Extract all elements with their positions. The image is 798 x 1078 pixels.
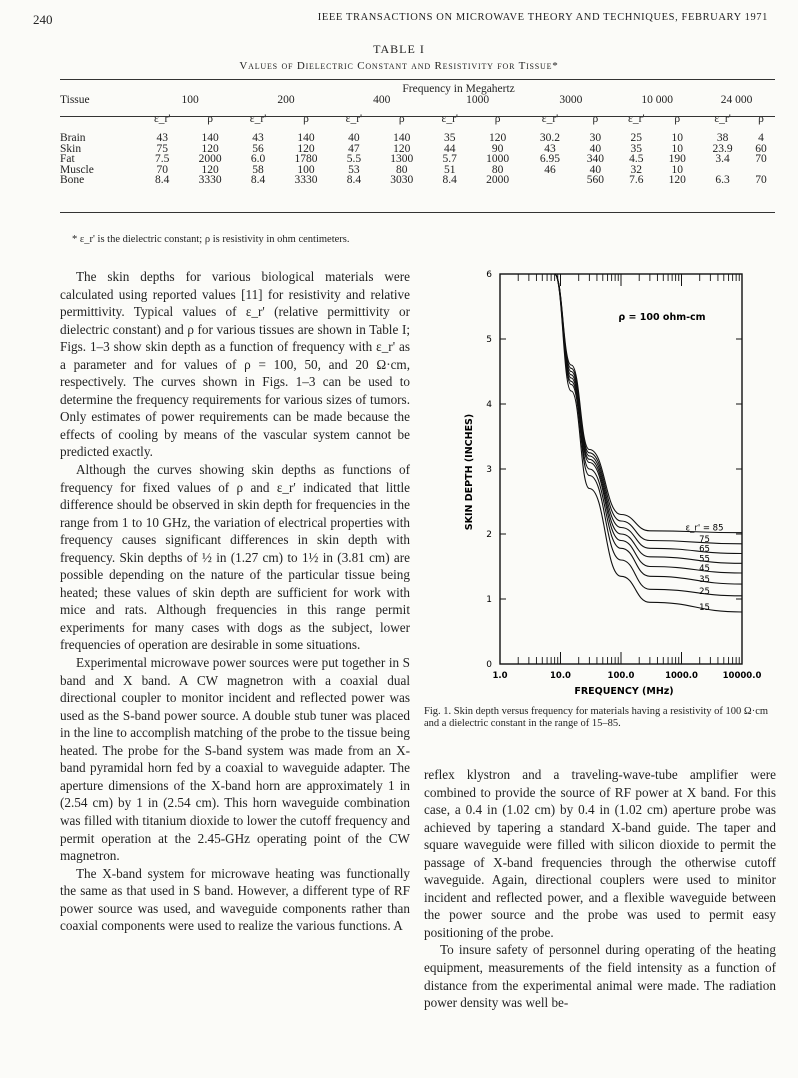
table-cell: 340 [586,153,604,165]
freq-col: 3000 [559,93,583,106]
table-cell: 2000 [198,153,222,165]
series-label-65: 65 [699,544,710,555]
table-cell: 60 [755,142,767,155]
left-column-text [60,268,410,935]
y-axis-label: SKIN DEPTH (INCHES) [464,413,475,531]
epsilon-subheader: ε_r' [541,112,559,125]
epsilon-subheader: ε_r' [441,112,458,125]
table-cell: 10 [671,163,683,176]
table-cell: 43 [156,132,168,144]
figure-caption: Fig. 1. Skin depth versus frequency for materials having a resistivity of 100 Ω·cm and a dielectric constant in the range of 15–85. [424,706,769,729]
table-cell: 3030 [390,174,414,186]
paragraph: reflex klystron and a traveling-wave-tube amplifier were combined to provide the source of RF power at X band. For this case, a 0.4 in (1.02 cm) by 0.4 in (1.02 cm) aperture probe was achieved by tapering a standard X-band guide. The taper and square waveguide were filled with silicon dioxide to permit the passage of X-band frequencies through the otherwise cutoff waveguide. Again, directional couplers were used to minitor incident and reflected power, and a flexible waveguide between the power source and the probe was used to permit easy positioning of the probe. [424,767,776,940]
table-cell: 6.0 [250,153,266,165]
table-cell: 8.4 [250,174,266,186]
table-cell: 8.4 [442,174,457,186]
table-cell: 35 [443,132,456,144]
table-cell: 75 [156,142,168,155]
tissue-name: Fat [60,153,75,165]
tissue-name: Muscle [60,163,94,176]
series-label-75: 75 [699,534,710,545]
right-column-text [424,766,776,1012]
y-tick-label: 0 [486,660,492,670]
table-cell: 1780 [294,153,318,165]
table-cell: 43 [252,132,264,144]
frequency-header: Frequency in Megahertz [402,83,515,95]
table-cell: 90 [491,142,504,155]
paragraph: To insure safety of personnel during operating of the heating equipment, measurements of the field intensity as a function of distance from the experimental animal were made. The radiation power density was well be- [424,942,776,1011]
table-cell: 70 [755,174,767,186]
table-cell: 120 [489,132,507,144]
table-cell: 6.95 [539,153,561,165]
page-number: 240 [33,12,53,27]
chart-annotation: ρ = 100 ohm-cm [618,312,706,323]
table-cell: 1300 [390,153,414,165]
table-cell: 120 [668,174,686,186]
table-cell: 140 [201,132,219,144]
epsilon-subheader: ε_r' [628,112,645,125]
table-cell: 4 [758,132,764,144]
paragraph: The X-band system for microwave heating was functionally the same as that used in S band. However, a different type of RF power source was used, and waveguide components rather than coaxial components were used to realize the various functions. A [60,865,410,934]
table-cell: 8.4 [346,174,362,186]
table-cell: 80 [491,163,504,176]
freq-col: 200 [277,93,295,106]
table-cell: 120 [393,142,411,155]
table-cell [526,175,575,186]
rho-subheader: ρ [674,112,681,125]
paragraph: The skin depths for various biological materials were calculated using reported values [11] for resistivity and relative permittivity. Typical values of ε_r' (relative permittivity or dielectric constant) and ρ for various tissues are shown in Table I; Figs. 1–3 show skin depth as a function of frequency with ε_r' as a parameter and for values of ρ = 100, 50, and 20 Ω·cm, respectively. The curves shown in Figs. 1–3 can be used to determine the frequency requirements for various sizes of tumors. Only estimates of power requirements can be made because the effects of cooling by means of the vascular system cannot be predicted exactly. [60,269,410,460]
tissue-column-header: Tissue [60,93,90,106]
rho-subheader: ρ [592,112,599,125]
epsilon-subheader: ε_r' [249,112,267,125]
paragraph: Although the curves showing skin depths as functions of frequency for fixed values of ρ and ε_r' indicated that little difference should be observed in skin depth for frequencies in the range from 1 to 10 GHz, the variation of electrical properties with frequency causes significant differences in skin depth with frequency. Skin depths of ½ in (1.27 cm) to 1½ in (3.81 cm) are possible depending on the nature of the particular tissue being heated; these values of skin depth are sufficient for work with mice and rats. Although frequencies in this range permit experiments for many cases with dogs as the subject, lower frequencies of operation are desirable in some situations. [60,462,410,653]
tissue-name: Bone [60,174,85,186]
series-label-55: 55 [699,554,710,565]
table-cell: 190 [668,153,686,165]
table-cell: 32 [630,163,643,176]
freq-col: 100 [181,93,199,106]
y-tick-label: 3 [486,465,492,475]
table-cell: 53 [348,163,360,176]
table-cell: 38 [716,132,729,144]
series-label-45: 45 [699,564,710,574]
freq-col: 24 000 [720,93,753,106]
rho-subheader: ρ [494,112,501,125]
table-cell: 100 [297,163,315,176]
x-tick-label: 10000.0 [722,671,762,681]
table-cell: 5.5 [346,153,362,165]
x-tick-label: 1000.0 [665,671,698,681]
epsilon-subheader: ε_r' [345,112,363,125]
table-cell: 46 [544,163,556,176]
table-cell: 120 [201,142,219,155]
skin-depth-chart [440,262,780,702]
table-cell: 44 [443,142,456,155]
x-tick-label: 100.0 [607,671,635,681]
table-cell: 5.7 [442,153,457,165]
table-cell: 10 [671,132,683,144]
table-cell: 30.2 [539,132,561,144]
rho-subheader: ρ [207,112,213,125]
table-cell: 120 [297,142,315,155]
table-cell: 43 [544,142,556,155]
table-cell: 6.3 [715,174,730,186]
y-tick-label: 6 [486,270,492,280]
table-cell: 40 [589,142,602,155]
table-cell: 58 [252,163,264,176]
rho-subheader: ρ [758,112,764,125]
table-cell: 25 [630,132,643,144]
tissue-name: Brain [60,132,86,144]
table-bottom-rule [60,212,775,213]
epsilon-subheader: ε_r' [153,112,171,125]
table-cell: 40 [589,163,602,176]
table-cell: 3330 [294,174,318,186]
table-cell: 140 [297,132,315,144]
table-cell: 7.5 [155,153,170,165]
y-tick-label: 1 [486,595,492,605]
table-row [60,154,775,165]
table-cell: 3330 [198,174,222,186]
table-cell: 51 [443,163,456,176]
table-cell: 35 [630,142,643,155]
series-label-35: 35 [699,575,710,586]
table-label: TABLE I [373,42,425,56]
table-title: Values of Dielectric Constant and Resistivity for Tissue* [239,60,559,72]
table-cell: 70 [156,163,168,176]
freq-col: 400 [373,93,391,106]
table-cell: 7.6 [629,174,644,186]
table-cell: 23.9 [712,142,733,155]
freq-col: 10 000 [641,93,674,106]
y-tick-label: 4 [486,400,492,410]
table-cell: 56 [252,142,264,155]
y-tick-label: 2 [486,530,492,540]
y-tick-label: 5 [486,335,492,345]
table-cell: 2000 [486,174,510,186]
series-label-15: 15 [699,603,710,613]
tissue-name: Skin [60,142,82,155]
paragraph: Experimental microwave power sources were put together in S band and X band. A CW magnetron with a coaxial dual directional coupler to monitor incident and reflected power was used as the S-band power source. A double stub tuner was placed in the line to accomplish matching of the probe to the tissue being heated. The probe for the S-band system was made from an X-band pyramidal horn fed by a coaxial to waveguide adapter. The aperture dimensions of the X-band horn are approximately 1 in (2.54 cm) by 1 in (2.54 cm). This horn waveguide combination was filled with titanium dioxide to lower the cutoff frequency and permit operation at the 2.45-GHz operating point of the CW magnetron. [60,655,410,864]
rho-subheader: ρ [303,112,309,125]
tissue-table [60,80,775,186]
x-tick-label: 10.0 [550,671,571,681]
rho-subheader: ρ [398,112,405,125]
table-cell: 3.4 [715,153,730,165]
table-cell: 4.5 [629,153,644,165]
table-mid-rule [60,116,775,117]
table-cell: 560 [586,174,604,186]
table-cell: 47 [348,142,360,155]
table-cell: 10 [671,142,683,155]
table-cell: 70 [755,153,767,165]
table-cell: 80 [396,163,408,176]
x-tick-label: 1.0 [492,671,508,681]
freq-col: 1000 [466,93,490,106]
series-label-25: 25 [699,586,710,597]
table-cell: 30 [589,132,602,144]
table-cell: 40 [348,132,360,144]
table-footnote: * ε_r' is the dielectric constant; ρ is resistivity in ohm centimeters. [72,234,350,245]
running-head: IEEE TRANSACTIONS ON MICROWAVE THEORY AND TECHNIQUES, FEBRUARY 1971 [317,12,768,23]
table-cell: 120 [201,163,219,176]
table-row [60,175,775,186]
table-cell: 8.4 [155,174,170,186]
table-cell: 140 [393,132,411,144]
epsilon-subheader: ε_r' [714,112,731,125]
table-cell: 1000 [486,153,510,165]
series-label-85: ε_r' = 85 [685,523,724,534]
x-axis-label: FREQUENCY (MHz) [574,686,674,697]
table-row [60,133,775,144]
